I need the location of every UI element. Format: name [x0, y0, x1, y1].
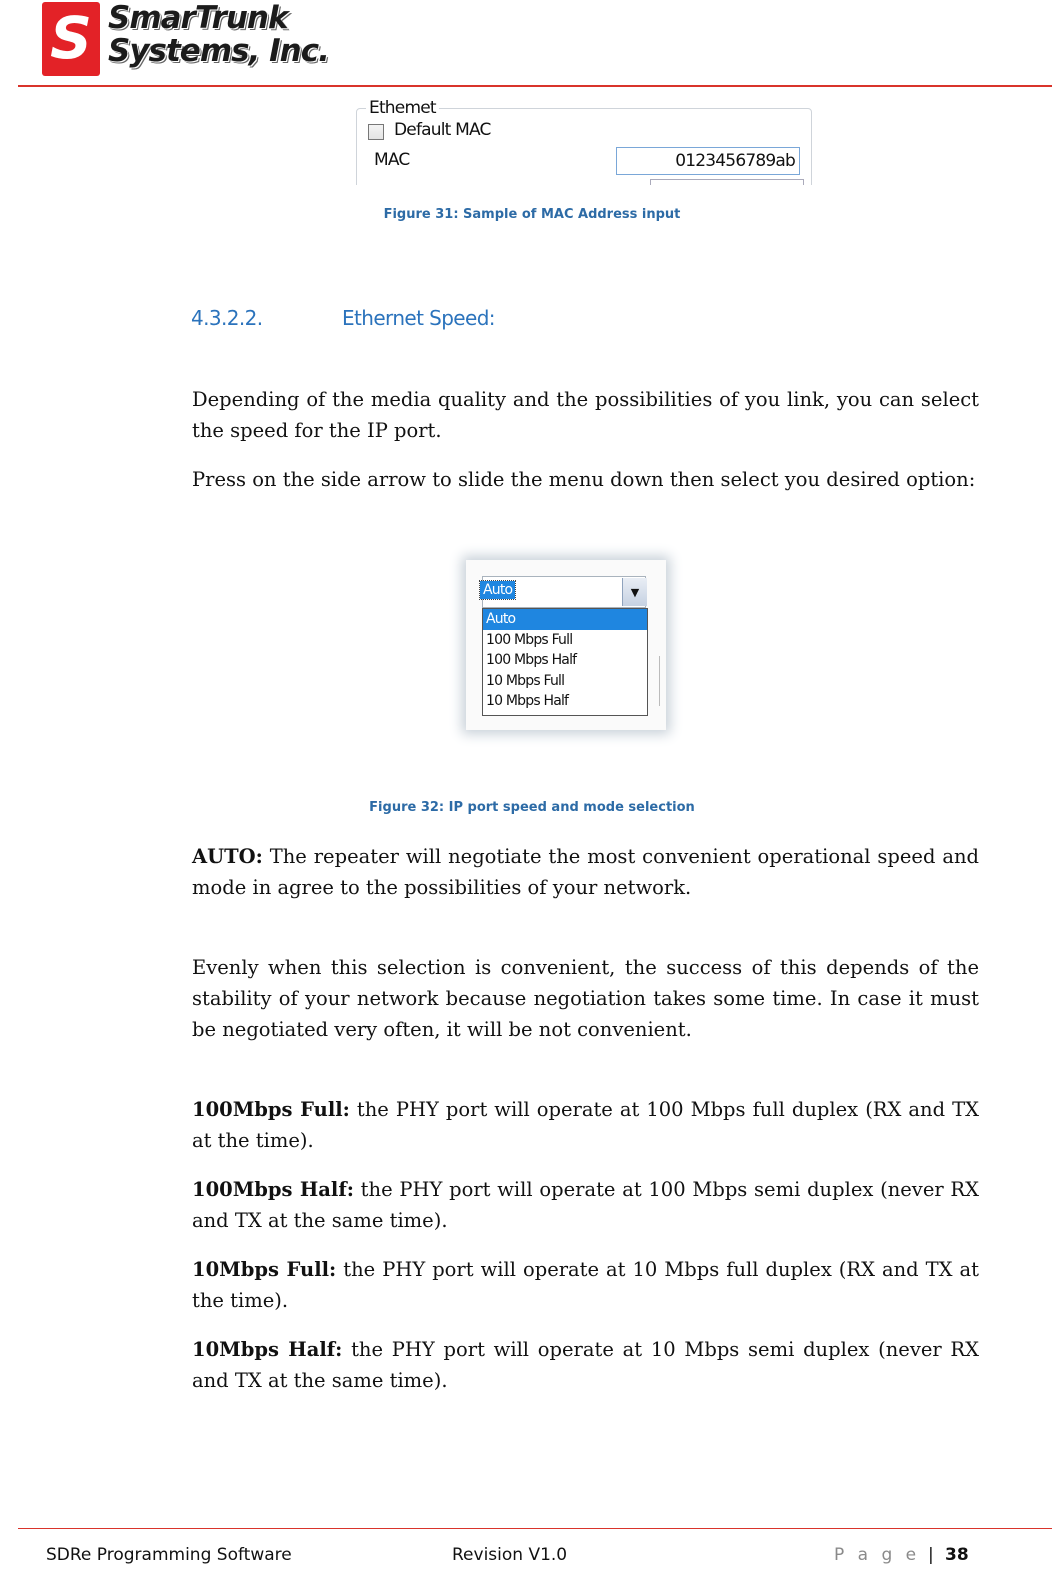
default-mac-checkbox[interactable]	[368, 124, 384, 140]
full10-text: the PHY port will operate at 10 Mbps full duplex (RX and TX at the time).	[192, 1258, 979, 1312]
full100-description	[192, 1094, 979, 1156]
full100-text: the PHY port will operate at 100 Mbps full duplex (RX and TX at the time).	[192, 1098, 979, 1152]
logo-text	[108, 2, 329, 68]
footer-revision: Revision V1.0	[452, 1545, 568, 1565]
figure-32-caption: Figure 32: IP port speed and mode selection	[369, 800, 695, 815]
half10-description	[192, 1334, 979, 1396]
default-mac-label: Default MAC	[394, 120, 491, 140]
footer-page-number: 38	[945, 1545, 969, 1565]
footer-page-label: P a g e	[834, 1545, 921, 1565]
company-logo	[42, 2, 342, 78]
background-control-edge	[653, 656, 660, 706]
auto-text: The repeater will negotiate the most convenient operational speed and mode in agree to the possibilities of your network.	[192, 845, 979, 899]
company-name-line1: SmarTrunk	[108, 0, 288, 36]
option-10-half[interactable]: 10 Mbps Half	[486, 693, 569, 709]
section-number: 4.3.2.2.	[191, 306, 263, 330]
speed-combobox-value: Auto	[480, 581, 515, 599]
mac-input[interactable]: 0123456789ab	[616, 147, 800, 175]
speed-options-list	[482, 608, 648, 716]
dropdown-arrow-icon[interactable]: ▼	[622, 578, 647, 606]
full10-label: 10Mbps Full:	[192, 1258, 337, 1281]
half10-label: 10Mbps Half:	[192, 1338, 343, 1361]
footer-divider	[18, 1528, 1052, 1529]
figure-speed-dropdown	[466, 560, 666, 730]
logo-mark: S	[42, 2, 100, 76]
mac-label: MAC	[374, 150, 410, 170]
half100-text: the PHY port will operate at 100 Mbps semi duplex (never RX and TX at the same time).	[192, 1178, 979, 1232]
full100-label: 100Mbps Full:	[192, 1098, 350, 1121]
secondary-input[interactable]	[650, 179, 804, 185]
auto-description	[192, 841, 979, 903]
section-title: Ethernet Speed:	[342, 306, 495, 330]
intro-paragraph-1: Depending of the media quality and the possibilities of you link, you can select the speed for the IP port.	[192, 388, 979, 442]
option-10-full[interactable]: 10 Mbps Full	[486, 672, 565, 689]
ethernet-group-title: Ethemet	[366, 97, 439, 119]
half100-description	[192, 1174, 979, 1236]
company-name-line2: Systems, Inc.	[108, 33, 329, 69]
auto-label: AUTO:	[192, 845, 263, 868]
figure-mac-address-input	[352, 97, 814, 185]
option-100-full[interactable]: 100 Mbps Full	[486, 631, 573, 648]
option-auto[interactable]: Auto	[483, 609, 647, 630]
option-100-half[interactable]: 100 Mbps Half	[486, 652, 577, 668]
evenly-paragraph: Evenly when this selection is convenient, the success of this depends of the stability of your network because negotiation takes some time. In case it must be negotiated very often, it will be not convenient.	[192, 956, 979, 1041]
figure-31-caption: Figure 31: Sample of MAC Address input	[383, 207, 681, 222]
full10-description	[192, 1254, 979, 1316]
header-divider	[18, 85, 1052, 87]
half100-label: 100Mbps Half:	[192, 1178, 354, 1201]
footer-doc-title: SDRe Programming Software	[46, 1545, 292, 1565]
footer-page-separator: |	[928, 1545, 934, 1565]
intro-paragraph-2: Press on the side arrow to slide the menu down then select you desired option:	[192, 468, 976, 491]
half10-text: the PHY port will operate at 10 Mbps semi duplex (never RX and TX at the same time).	[192, 1338, 979, 1392]
